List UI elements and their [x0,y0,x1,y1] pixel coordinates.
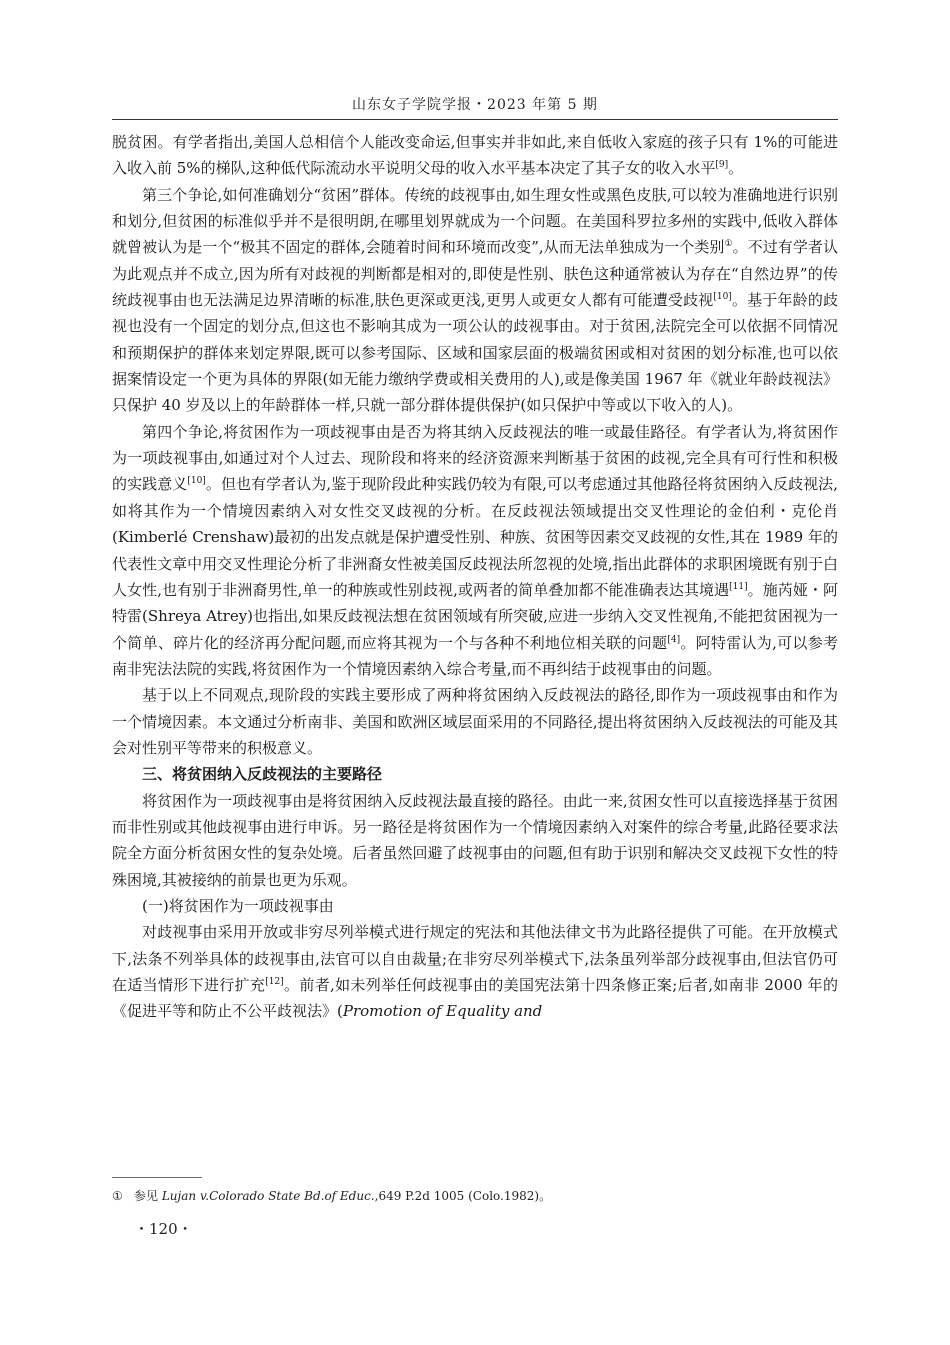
citation-ref: [11] [729,581,748,592]
page-number: ・120・ [134,1220,193,1238]
citation-ref: [9] [715,160,729,171]
paragraph-continuation [112,129,838,182]
paragraph-text: 对歧视事由采用开放或非穷尽列举模式进行规定的宪法和其他法律文书为此路径提供了可能。在开放模式下,法条不列举具体的歧视事由,法官可以自由裁量;在非穷尽列举模式下,法条虽列举部分歧视事由,但法官仍可在适当情形下进行扩充 [112,923,838,994]
italic-title: Promotion of Equality and [342,1002,543,1021]
footnote-prefix: 参见 [134,1189,162,1203]
footnote-rule [112,1177,202,1178]
paragraph-text: 。不过有学者认为此观点并不成立,因为所有对歧视的判断都是相对的,即使是性别、肤色这种通常被认为存在“自然边界”的传统歧视事由也无法满足边界清晰的标准,肤色更深或更浅,更男人或更女人都有可能遭受歧视 [112,238,838,310]
paragraph-text: 脱贫困。有学者指出,美国人总相信个人能改变命运,但事实并非如此,来自低收入家庭的孩子只有 1%的可能进入收入前 5%的梯队,这种低代际流动水平说明父母的收入水平基本决定了其子女的收入水平 [112,133,838,178]
paragraph-text: 。但也有学者认为,鉴于现阶段此种实践仍较为有限,可以考虑通过其他路径将贫困纳入反歧视法,如将其作为一个情境因素纳入对女性交叉歧视的分析。在反歧视法领域提出交叉性理论的金伯利・克伦肖(Kimberlé Crenshaw)最初的出发点就是保护遭受性别、种族、贫困等因素交叉歧视的女性,其在 1989 年的代表性文章中用交叉性理论分析了非洲裔女性被美国反歧视法所忽视的处境,指出此群体的求职困境既有别于白人女性,也有别于非洲裔男性,单一的种族或性别歧视,或两者的简单叠加都不能准确表达其境遇 [112,475,838,599]
paragraph-text: 。前者,如未列举任何歧视事由的美国宪法第十四条修正案;后者,如南非 2000 年的《促进平等和防止不公平歧视法》( [112,976,838,1021]
paragraph-text: 。阿特雷认为,可以参考南非宪法法院的实践,将贫困作为一个情境因素纳入综合考量,而不再纠结于歧视事由的问题。 [112,633,838,678]
article-body [112,129,838,1025]
subsection-heading: (一)将贫困作为一项歧视事由 [142,896,334,915]
footnote-case-name: Lujan v.Colorado State Bd.of Educ. [161,1189,375,1203]
paragraph-text: 。施芮娅・阿特雷(Shreya Atrey)也指出,如果反歧视法想在贫困领域有所突破,应进一步纳入交叉性视角,不能把贫困视为一个简单、碎片化的经济再分配问题,而应将其视为一个与各种不利地位相关联的问题 [112,580,838,652]
paragraph-text: 第四个争论,将贫困作为一项歧视事由是否为将其纳入反歧视法的唯一或最佳路径。有学者认为,将贫困作为一项歧视事由,如通过对个人过去、现阶段和将来的经济资源来判断基于贫困的歧视,完全具有可行性和积极的实践意义 [112,422,838,494]
footnote [112,1187,838,1205]
paragraph-third-debate [112,182,838,419]
footnote-mark: ① [112,1189,123,1203]
paragraph-fourth-debate [112,419,838,682]
paragraph-text: 第三个争论,如何准确划分“贫困”群体。传统的歧视事由,如生理女性或黑色皮肤,可以较为准确地进行识别和划分,但贫困的标准似乎并不是很明朗,在哪里划界就成为一个问题。在美国科罗拉多州的实践中,低收入群体就曾被认为是一个“极其不固定的群体,会随着时间和环境而改变”,从而无法单独成为一个类别 [112,185,838,257]
paragraph-summary: 基于以上不同观点,现阶段的实践主要形成了两种将贫困纳入反歧视法的路径,即作为一项歧视事由和作为一个情境因素。本文通过分析南非、美国和欧洲区域层面采用的不同路径,提出将贫困纳入反歧视法的可能及其会对性别平等带来的积极意义。 [112,686,838,757]
citation-ref: [12] [265,977,284,987]
section-heading: 三、将贫困纳入反歧视法的主要路径 [142,765,383,784]
citation-ref: [4] [667,634,681,645]
paragraph-text: 。基于年龄的歧视也没有一个固定的划分点,但这也不影响其成为一项公认的歧视事由。对于贫困,法院完全可以依据不同情况和预期保护的群体来划定界限,既可以参考国际、区域和国家层面的极端贫困或相对贫困的划分标准,也可以依据案情设定一个更为具体的界限(如无能力缴纳学费或相关费用的人),或是像美国 1967 年《就业年龄歧视法》只保护 40 岁及以上的年龄群体一样,只就一部分群体提供保护(如只保护中等或以下收入的人)。 [112,291,838,415]
citation-ref: [10] [187,476,206,487]
paragraph-section-intro: 将贫困作为一项歧视事由是将贫困纳入反歧视法最直接的路径。由此一来,贫困女性可以直接选择基于贫困而非性别或其他歧视事由进行申诉。另一路径是将贫困作为一个情境因素纳入对案件的综合考量,此路径要求法院全方面分析贫困女性的复杂处境。后者虽然回避了歧视事由的问题,但有助于识别和解决交叉歧视下女性的特殊困境,其被接纳的前景也更为乐观。 [112,791,838,889]
running-header: 山东女子学院学报・2023 年第 5 期 [352,97,598,113]
paragraph-text: 。 [728,159,744,178]
header-rule [112,119,838,120]
paragraph-subsection-body [112,919,838,1024]
citation-ref: [10] [713,292,732,303]
footnote-marker[interactable]: ① [724,239,733,250]
footnote-citation: ,649 P.2d 1005 (Colo.1982)。 [374,1189,552,1203]
